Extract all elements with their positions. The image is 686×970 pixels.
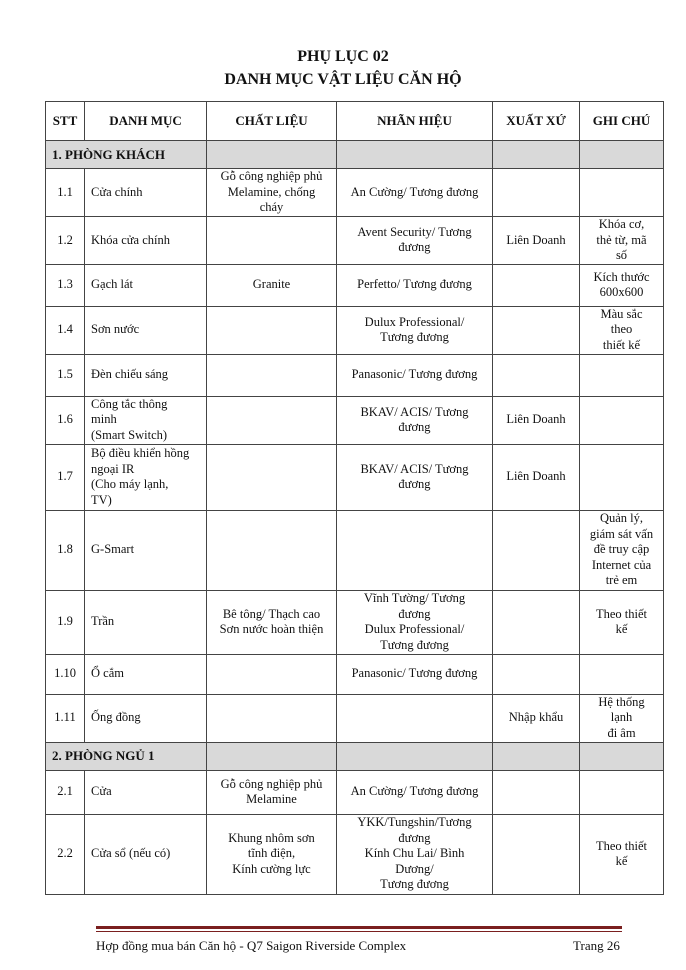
section-empty-cell bbox=[337, 141, 493, 169]
table-row bbox=[46, 444, 664, 510]
cell-stt: 1.6 bbox=[46, 396, 85, 444]
table-row bbox=[46, 814, 664, 894]
cell-origin bbox=[493, 770, 580, 814]
cell-category: Khóa cửa chính bbox=[85, 217, 207, 265]
table-row bbox=[46, 217, 664, 265]
cell-note bbox=[580, 654, 664, 694]
section-empty-cell bbox=[493, 742, 580, 770]
cell-brand: Perfetto/ Tương đương bbox=[337, 264, 493, 306]
cell-origin bbox=[493, 354, 580, 396]
section-title: 2. PHÒNG NGỦ 1 bbox=[46, 742, 207, 770]
cell-origin bbox=[493, 510, 580, 590]
cell-brand: Dulux Professional/ Tương đương bbox=[337, 306, 493, 354]
cell-material: Granite bbox=[207, 264, 337, 306]
table-row bbox=[46, 306, 664, 354]
cell-material: Gỗ công nghiệp phủ Melamine bbox=[207, 770, 337, 814]
cell-note: Kích thước 600x600 bbox=[580, 264, 664, 306]
cell-stt: 1.7 bbox=[46, 444, 85, 510]
cell-note bbox=[580, 444, 664, 510]
section-empty-cell bbox=[580, 742, 664, 770]
table-row bbox=[46, 770, 664, 814]
cell-origin: Nhập khẩu bbox=[493, 694, 580, 742]
cell-stt: 2.2 bbox=[46, 814, 85, 894]
footer-divider-thin bbox=[96, 931, 622, 932]
table-row bbox=[46, 264, 664, 306]
cell-brand bbox=[337, 694, 493, 742]
cell-stt: 1.9 bbox=[46, 590, 85, 654]
cell-origin: Liên Doanh bbox=[493, 217, 580, 265]
cell-category: Cửa chính bbox=[85, 169, 207, 217]
table-header-row bbox=[46, 102, 664, 141]
section-empty-cell bbox=[580, 141, 664, 169]
table-row bbox=[46, 354, 664, 396]
cell-note bbox=[580, 354, 664, 396]
cell-category: G-Smart bbox=[85, 510, 207, 590]
cell-stt: 1.2 bbox=[46, 217, 85, 265]
cell-origin bbox=[493, 590, 580, 654]
table-row bbox=[46, 694, 664, 742]
cell-stt: 1.4 bbox=[46, 306, 85, 354]
cell-material bbox=[207, 444, 337, 510]
cell-category: Sơn nước bbox=[85, 306, 207, 354]
cell-stt: 2.1 bbox=[46, 770, 85, 814]
table-row bbox=[46, 169, 664, 217]
header-stt: STT bbox=[46, 102, 85, 141]
cell-brand: Panasonic/ Tương đương bbox=[337, 354, 493, 396]
cell-brand: An Cường/ Tương đương bbox=[337, 770, 493, 814]
table-row bbox=[46, 654, 664, 694]
section-empty-cell bbox=[207, 742, 337, 770]
cell-material: Khung nhôm sơn tĩnh điện, Kính cường lực bbox=[207, 814, 337, 894]
materials-table bbox=[45, 101, 664, 895]
section-row bbox=[46, 742, 664, 770]
cell-category: Ổ cắm bbox=[85, 654, 207, 694]
header-origin: XUẤT XỨ bbox=[493, 102, 580, 141]
cell-stt: 1.11 bbox=[46, 694, 85, 742]
footer-divider bbox=[96, 926, 622, 929]
cell-stt: 1.3 bbox=[46, 264, 85, 306]
cell-origin bbox=[493, 264, 580, 306]
header-material: CHẤT LIỆU bbox=[207, 102, 337, 141]
section-empty-cell bbox=[493, 141, 580, 169]
cell-material bbox=[207, 654, 337, 694]
cell-material bbox=[207, 306, 337, 354]
cell-category: Gạch lát bbox=[85, 264, 207, 306]
cell-material: Gỗ công nghiệp phủ Melamine, chống cháy bbox=[207, 169, 337, 217]
cell-stt: 1.10 bbox=[46, 654, 85, 694]
cell-brand: Vĩnh Tường/ Tương đương Dulux Professional/ Tương đương bbox=[337, 590, 493, 654]
cell-brand: An Cường/ Tương đương bbox=[337, 169, 493, 217]
cell-origin bbox=[493, 814, 580, 894]
cell-stt: 1.1 bbox=[46, 169, 85, 217]
cell-material bbox=[207, 354, 337, 396]
table-row bbox=[46, 590, 664, 654]
cell-note bbox=[580, 169, 664, 217]
cell-stt: 1.5 bbox=[46, 354, 85, 396]
cell-note: Theo thiết kế bbox=[580, 590, 664, 654]
cell-note: Theo thiết kế bbox=[580, 814, 664, 894]
header-category: DANH MỤC bbox=[85, 102, 207, 141]
cell-stt: 1.8 bbox=[46, 510, 85, 590]
cell-note: Khóa cơ, thẻ từ, mã số bbox=[580, 217, 664, 265]
cell-origin: Liên Doanh bbox=[493, 444, 580, 510]
cell-category: Ống đồng bbox=[85, 694, 207, 742]
cell-brand bbox=[337, 510, 493, 590]
cell-origin: Liên Doanh bbox=[493, 396, 580, 444]
cell-origin bbox=[493, 654, 580, 694]
header-note: GHI CHÚ bbox=[580, 102, 664, 141]
table-row bbox=[46, 510, 664, 590]
section-empty-cell bbox=[337, 742, 493, 770]
cell-category: Cửa sổ (nếu có) bbox=[85, 814, 207, 894]
cell-brand: BKAV/ ACIS/ Tương đương bbox=[337, 444, 493, 510]
table-row bbox=[46, 396, 664, 444]
section-empty-cell bbox=[207, 141, 337, 169]
cell-material bbox=[207, 396, 337, 444]
cell-note: Màu sắc theo thiết kế bbox=[580, 306, 664, 354]
page-title: PHỤ LỤC 02 bbox=[297, 48, 389, 65]
cell-material bbox=[207, 510, 337, 590]
cell-origin bbox=[493, 306, 580, 354]
cell-material bbox=[207, 217, 337, 265]
section-row bbox=[46, 141, 664, 169]
cell-material: Bê tông/ Thạch cao Sơn nước hoàn thiện bbox=[207, 590, 337, 654]
cell-brand: YKK/Tungshin/Tương đương Kính Chu Lai/ Bình Dương/ Tương đương bbox=[337, 814, 493, 894]
cell-category: Công tắc thông minh (Smart Switch) bbox=[85, 396, 207, 444]
cell-category: Bộ điều khiển hồng ngoại IR (Cho máy lạnh, TV) bbox=[85, 444, 207, 510]
cell-category: Trần bbox=[85, 590, 207, 654]
cell-note: Quản lý, giám sát vấn đề truy cập Internet của trẻ em bbox=[580, 510, 664, 590]
cell-brand: Panasonic/ Tương đương bbox=[337, 654, 493, 694]
cell-category: Đèn chiếu sáng bbox=[85, 354, 207, 396]
section-title: 1. PHÒNG KHÁCH bbox=[46, 141, 207, 169]
cell-brand: Avent Security/ Tương đương bbox=[337, 217, 493, 265]
cell-note bbox=[580, 770, 664, 814]
footer-page-number: Trang 26 bbox=[573, 938, 620, 953]
footer-document-name: Hợp đồng mua bán Căn hộ - Q7 Saigon Riverside Complex bbox=[96, 938, 407, 953]
cell-note: Hệ thống lạnh đi âm bbox=[580, 694, 664, 742]
cell-note bbox=[580, 396, 664, 444]
cell-material bbox=[207, 694, 337, 742]
page-subtitle: DANH MỤC VẬT LIỆU CĂN HỘ bbox=[224, 71, 462, 88]
header-brand: NHÃN HIỆU bbox=[337, 102, 493, 141]
cell-brand: BKAV/ ACIS/ Tương đương bbox=[337, 396, 493, 444]
cell-category: Cửa bbox=[85, 770, 207, 814]
cell-origin bbox=[493, 169, 580, 217]
